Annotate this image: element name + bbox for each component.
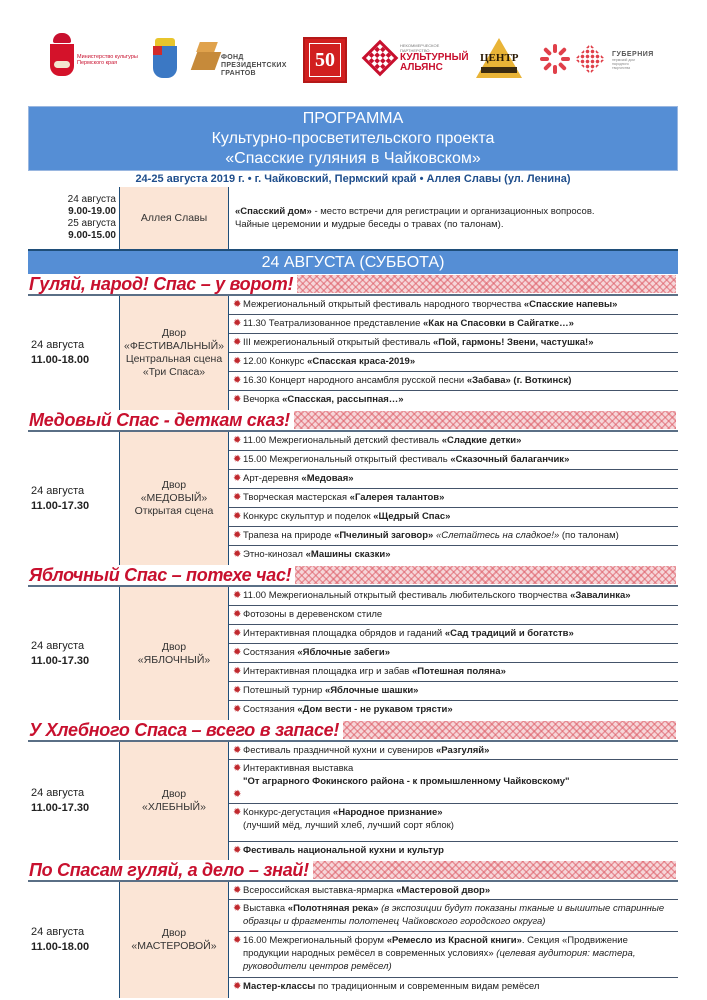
ornament-border-icon xyxy=(297,275,676,293)
event-item xyxy=(229,882,678,900)
section-heading xyxy=(28,410,678,432)
cultural-alliance-diamond-icon xyxy=(362,40,398,76)
section-date-time: 24 августа 11.00-17.30 xyxy=(31,787,90,814)
presidential-grants-fund-logo: ФОНД ПРЕЗИДЕНТСКИХ ГРАНТОВ xyxy=(221,54,287,77)
event-text: Вечорка «Спасская, рассыпная…» xyxy=(243,394,404,405)
bullet-icon: ✹ xyxy=(233,511,242,522)
event-text: Интерактивная площадка обрядов и гаданий «Сад традиций и богатств» xyxy=(243,628,574,639)
event-text: 16.30 Концерт народного ансамбля русской песни «Забава» (г. Воткинск) xyxy=(243,375,572,386)
bullet-icon: ✹ xyxy=(233,492,242,503)
bullet-icon: ✹ xyxy=(233,590,242,601)
event-text: 11.30 Театрализованное представление «Как на Спасовки в Сайгатке…» xyxy=(243,318,574,329)
bullet-icon: ✹ xyxy=(233,685,242,696)
event-text: Трапеза на природе «Пчелиный заговор» «Слетайтесь на сладкое!» (по талонам) xyxy=(243,530,619,541)
section-schedule xyxy=(28,742,678,860)
section-schedule xyxy=(28,296,678,410)
event-text: Арт-деревня «Медовая» xyxy=(243,473,354,484)
event-item xyxy=(229,546,678,565)
section-events xyxy=(229,296,678,410)
event-text: Состязания «Яблочные забеги» xyxy=(243,647,390,658)
section-venue: Двор «ЯБЛОЧНЫЙ» xyxy=(119,587,229,720)
event-item xyxy=(229,842,678,860)
date-location-line: 24-25 августа 2019 г. • г. Чайковский, Пермский край • Аллея Славы (ул. Ленина) xyxy=(135,173,571,185)
tchaikovsky-crest-icon xyxy=(153,38,177,78)
bullet-icon: ✹ xyxy=(233,549,242,560)
program-title: ПРОГРАММА xyxy=(302,110,404,127)
event-item xyxy=(229,932,678,978)
event-item xyxy=(229,334,678,353)
project-type: Культурно-просветительского проекта xyxy=(211,130,495,147)
intro-row xyxy=(28,187,678,249)
perm-krai-crest-icon xyxy=(48,33,76,78)
ornament-border-icon xyxy=(294,411,676,429)
guberniya-diamond-icon xyxy=(575,44,605,74)
event-text: Этно-кинозал «Машины сказки» xyxy=(243,549,391,560)
section-date-time: 24 августа 11.00-17.30 xyxy=(31,484,90,512)
event-item xyxy=(229,489,678,508)
event-text: 16.00 Межрегиональный форум «Ремесло из Красной книги». Секция «Продвижение продукции народных ремёсел в современных условиях» (целевая аудитория: мастера, руководители центров ремёсел) xyxy=(243,935,636,972)
section-title: Гуляй, народ! Спас – у ворот! xyxy=(29,273,294,294)
event-item xyxy=(229,742,678,760)
section-events xyxy=(229,587,678,720)
section-venue: Двор «ФЕСТИВАЛЬНЫЙ» Центральная сцена «Три Спаса» xyxy=(119,296,229,410)
section-title: Медовый Спас - деткам сказ! xyxy=(29,409,290,430)
event-item xyxy=(229,663,678,682)
event-item xyxy=(229,451,678,470)
section-heading xyxy=(28,274,678,296)
bullet-icon: ✹ xyxy=(233,299,242,310)
event-text: Конкурс скульптур и поделок «Щедрый Спас» xyxy=(243,511,451,522)
section-events xyxy=(229,432,678,565)
section-events xyxy=(229,742,678,860)
bullet-icon: ✹ xyxy=(233,628,242,639)
intro-venue: Аллея Славы xyxy=(119,187,229,249)
intro-schedule: 24 августа 9.00-19.00 25 августа 9.00-15.00 xyxy=(67,194,116,241)
event-text: Выставка «Полотняная река» (в экспозиции будут показаны тканые и вышитые старинные образцы и фрагменты полотенец Чайковского городского округа) xyxy=(243,903,665,927)
section-venue: Двор «МАСТЕРОВОЙ» xyxy=(119,882,229,998)
section-title: У Хлебного Спаса – всего в запасе! xyxy=(29,719,340,740)
bullet-icon: ✹ ✹ xyxy=(233,763,242,800)
event-text: Интерактивная площадка игр и забав «Потешная поляна» xyxy=(243,666,506,677)
bullet-icon: ✹ xyxy=(233,666,242,677)
bullet-icon: ✹ xyxy=(233,454,242,465)
event-item xyxy=(229,527,678,546)
event-item xyxy=(229,508,678,527)
event-text: Мастер-классы по традиционным и современным видам ремёсел xyxy=(243,981,540,992)
event-item xyxy=(229,701,678,720)
culture-development-center-logo: ЦЕНТР xyxy=(476,38,522,78)
event-item xyxy=(229,296,678,315)
event-item xyxy=(229,353,678,372)
bullet-icon: ✹ xyxy=(233,473,242,484)
bullet-icon: ✹ xyxy=(233,337,242,348)
bullet-icon: ✹ xyxy=(233,807,242,818)
bullet-icon: ✹ xyxy=(233,745,242,756)
section-heading xyxy=(28,720,678,742)
day-heading: 24 АВГУСТА (СУББОТА) xyxy=(28,249,678,274)
event-item xyxy=(229,391,678,410)
event-text: Фестиваль праздничной кухни и сувениров «Разгуляй» xyxy=(243,745,490,756)
event-text: Фотозоны в деревенском стиле xyxy=(243,609,383,620)
event-text: Конкурс-дегустация «Народное признание» (лучший мёд, лучший хлеб, лучший сорт яблок) xyxy=(243,807,454,831)
event-item xyxy=(229,644,678,663)
anniversary-50-logo: 50 xyxy=(303,37,347,83)
event-item xyxy=(229,606,678,625)
section-venue: Двор «МЕДОВЫЙ» Открытая сцена xyxy=(119,432,229,565)
bullet-icon: ✹ xyxy=(233,935,242,946)
event-item xyxy=(229,470,678,489)
section-venue: Двор «ХЛЕБНЫЙ» xyxy=(119,742,229,860)
section-schedule xyxy=(28,432,678,565)
bullet-icon: ✹ xyxy=(233,704,242,715)
bullet-icon: ✹ xyxy=(233,356,242,367)
ornament-border-icon xyxy=(313,861,676,879)
bullet-icon: ✹ xyxy=(233,845,242,856)
event-item xyxy=(229,315,678,334)
event-text: 11.00 Межрегиональный открытый фестиваль любительского творчества «Завалинка» xyxy=(243,590,631,601)
event-item xyxy=(229,587,678,606)
bullet-icon: ✹ xyxy=(233,647,242,658)
section-heading xyxy=(28,565,678,587)
event-item xyxy=(229,432,678,451)
guberniya-sun-icon xyxy=(540,44,570,74)
bullet-icon: ✹ xyxy=(233,435,242,446)
event-text: Потешный турнир «Яблочные шашки» xyxy=(243,685,419,696)
event-item xyxy=(229,978,678,998)
presidential-grants-fund-icon xyxy=(192,42,224,70)
event-text: Состязания «Дом вести - не рукавом трясти» xyxy=(243,704,453,715)
section-title: По Спасам гуляй, а дело – знай! xyxy=(29,859,309,880)
event-item xyxy=(229,900,678,932)
event-item xyxy=(229,804,678,842)
section-schedule xyxy=(28,882,678,998)
event-text: Фестиваль национальной кухни и культур xyxy=(243,845,444,856)
bullet-icon: ✹ xyxy=(233,318,242,329)
section-events xyxy=(229,882,678,998)
project-name: «Спасские гуляния в Чайковском» xyxy=(225,150,481,167)
bullet-icon: ✹ xyxy=(233,981,242,992)
bullet-icon: ✹ xyxy=(233,885,242,896)
intro-description: «Спасский дом» - место встречи для регистрации и организационных вопросов. Чайные церемонии и мудрые беседы о травах (по талонам). xyxy=(235,206,595,230)
event-item xyxy=(229,372,678,391)
ornament-border-icon xyxy=(295,566,676,584)
bullet-icon: ✹ xyxy=(233,609,242,620)
section-heading xyxy=(28,860,678,882)
section-date-time: 24 августа 11.00-17.30 xyxy=(31,639,90,667)
cultural-alliance-logo: НЕКОММЕРЧЕСКОЕ ПАРТНЕРСТВО КУЛЬТУРНЫЙ АЛЬЯНС xyxy=(400,43,469,73)
event-text: Творческая мастерская «Галерея талантов» xyxy=(243,492,445,503)
bullet-icon: ✹ xyxy=(233,394,242,405)
event-text: 15.00 Межрегиональный открытый фестиваль «Сказочный балаганчик» xyxy=(243,454,570,465)
event-text: Всероссийская выставка-ярмарка «Мастеровой двор» xyxy=(243,885,491,896)
program-title-banner xyxy=(28,106,678,171)
perm-ministry-logo-text: Министерство культуры Пермского края xyxy=(77,54,138,66)
event-text: 11.00 Межрегиональный детский фестиваль «Сладкие детки» xyxy=(243,435,522,446)
partner-logos-row xyxy=(0,0,707,96)
event-item xyxy=(229,625,678,644)
section-schedule xyxy=(28,587,678,720)
bullet-icon: ✹ xyxy=(233,375,242,386)
event-item xyxy=(229,760,678,804)
event-text: Межрегиональный открытый фестиваль народного творчества «Спасские напевы» xyxy=(243,299,618,310)
section-date-time: 24 августа 11.00-18.00 xyxy=(31,926,90,953)
section-date-time: 24 августа 11.00-18.00 xyxy=(31,339,90,366)
bullet-icon: ✹ xyxy=(233,530,242,541)
ornament-border-icon xyxy=(343,721,676,739)
event-text: Интерактивная выставка "От аграрного Фокинского района - к промышленному Чайковскому" xyxy=(243,763,570,787)
event-text: III межрегиональный открытый фестиваль «Пой, гармонь! Звени, частушка!» xyxy=(243,337,594,348)
event-item xyxy=(229,682,678,701)
bullet-icon: ✹ xyxy=(233,903,242,914)
guberniya-logo: ГУБЕРНИЯ пермский дом народного творчества xyxy=(612,51,654,70)
program-document xyxy=(28,106,678,998)
event-text: 12.00 Конкурс «Спасская краса-2019» xyxy=(243,356,416,367)
section-title: Яблочный Спас – потехе час! xyxy=(29,564,292,585)
